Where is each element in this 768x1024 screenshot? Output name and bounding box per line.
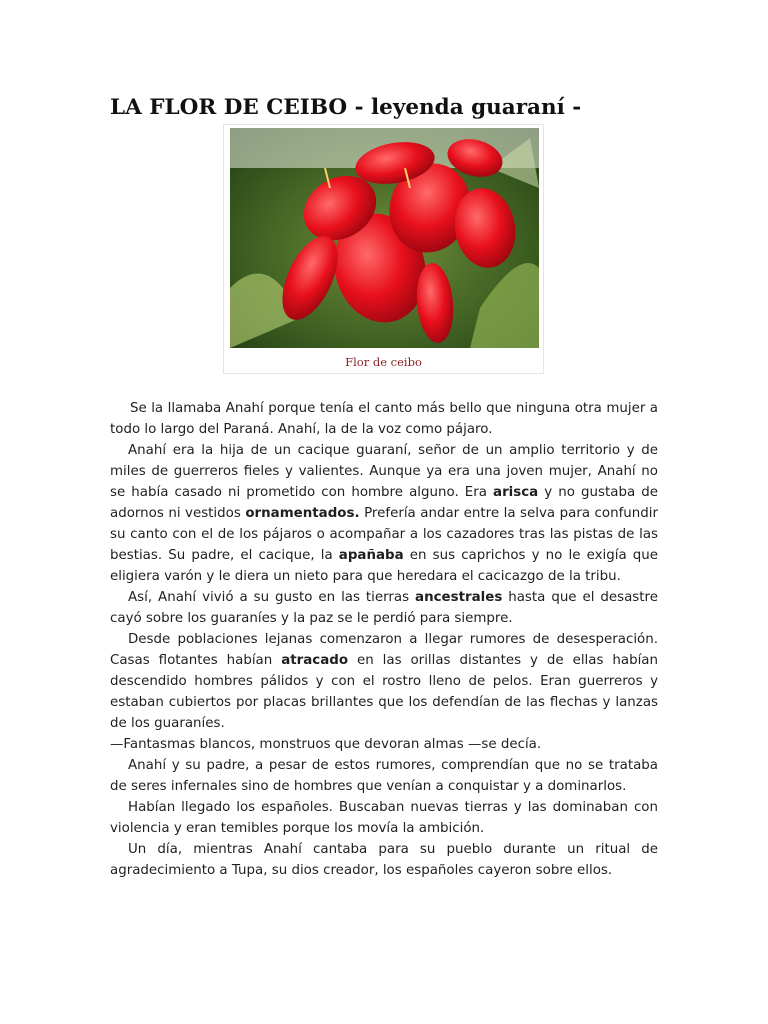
bold-term: arisca <box>493 485 539 500</box>
story-body <box>110 398 658 881</box>
figure-caption: Flor de ceibo <box>345 355 422 369</box>
text-segment: hasta que el desastre cayó sobre los guaraníes y la paz se le perdió para siempre. <box>110 590 658 626</box>
text-segment: en sus caprichos y no le exigía que eligiera varón y le diera un nieto para que heredara el cacicazgo de la tribu. <box>110 548 659 584</box>
text-segment: Así, Anahí vivió a su gusto en las tierras <box>128 590 416 605</box>
page-title: LA FLOR DE CEIBO - leyenda guaraní - <box>110 95 582 120</box>
bold-term: ornamentados. <box>245 506 360 521</box>
paragraph <box>110 629 658 734</box>
text-segment: Anahí era la hija de un cacique guaraní, señor de un amplio territorio y de miles de guerreros fieles y valientes. Aunque ya era una joven mujer, Anahí no se había casado ni prometido con hombre alguno. Era <box>110 443 658 500</box>
text-segment: —Fantasmas blancos, monstruos que devoran almas —se decía. <box>110 737 542 752</box>
paragraph <box>110 797 658 839</box>
paragraph <box>110 839 658 881</box>
text-segment: Prefería andar entre la selva para confundir su canto con el de los pájaros o acompañar a los cazadores tras las pistas de las bestias. Su padre, el cacique, la <box>110 506 658 563</box>
bold-term: atracado <box>281 653 349 668</box>
paragraph <box>110 587 658 629</box>
paragraph <box>110 755 658 797</box>
text-segment: en las orillas distantes y de ellas habían descendido hombres pálidos y con el rostro lleno de pelos. Eran guerreros y estaban cubiertos por placas brillantes que los defendían de las flechas y lanzas de los guaraníes. <box>110 653 658 731</box>
text-segment: y no gustaba de adornos ni vestidos <box>110 485 658 521</box>
paragraph <box>110 398 658 440</box>
ceibo-flower-image <box>230 128 539 348</box>
bold-term: ancestrales <box>415 590 503 605</box>
text-segment: Desde poblaciones lejanas comenzaron a llegar rumores de desesperación. Casas flotantes habían <box>110 632 658 668</box>
text-segment: Se la llamaba Anahí porque tenía el canto más bello que ninguna otra mujer a todo lo largo del Paraná. Anahí, la de la voz como pájaro. <box>110 401 658 437</box>
paragraph <box>110 734 658 755</box>
text-segment: Habían llegado los españoles. Buscaban nuevas tierras y las dominaban con violencia y eran temibles porque los movía la ambición. <box>110 800 658 836</box>
text-segment: Un día, mientras Anahí cantaba para su pueblo durante un ritual de agradecimiento a Tupa, su dios creador, los españoles cayeron sobre ellos. <box>110 842 658 878</box>
bold-term: apañaba <box>338 548 404 563</box>
figure <box>223 124 544 374</box>
text-segment: Anahí y su padre, a pesar de estos rumores, comprendían que no se trataba de seres infernales sino de hombres que venían a conquistar y a dominarlos. <box>110 758 658 794</box>
paragraph <box>110 440 658 587</box>
